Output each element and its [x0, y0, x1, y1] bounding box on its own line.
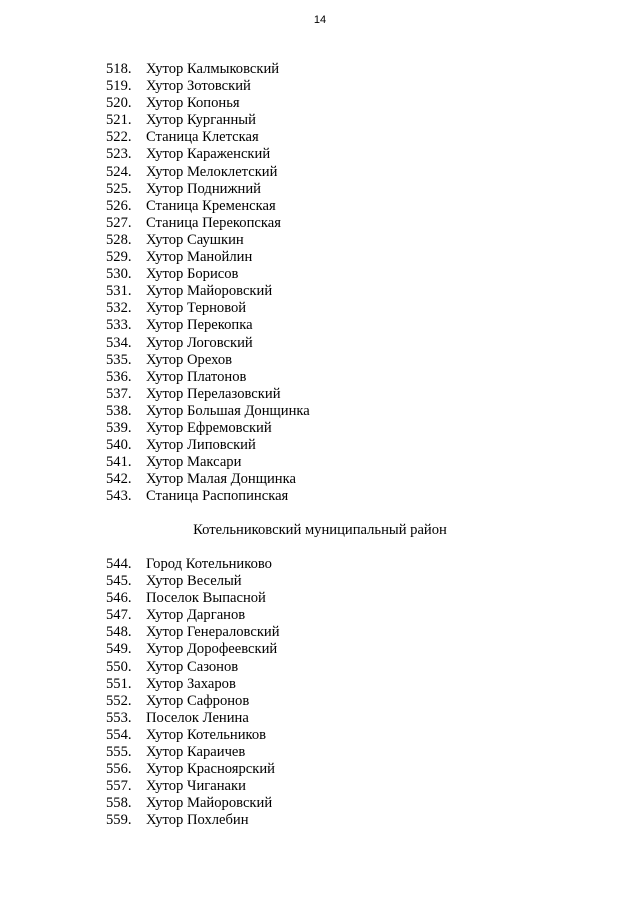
item-number: 541.: [106, 454, 132, 471]
list-item: [106, 129, 310, 146]
settlement-name: Хутор Дорофеевский: [146, 641, 278, 658]
item-number: 555.: [106, 744, 132, 761]
settlement-name: Хутор Зотовский: [146, 78, 251, 95]
settlement-name: Хутор Курганный: [146, 112, 256, 129]
item-number: 518.: [106, 61, 132, 77]
item-number: 530.: [106, 266, 132, 283]
list-item: [106, 335, 310, 352]
item-number: 558.: [106, 795, 132, 812]
item-number: 538.: [106, 402, 132, 419]
item-number: 559.: [106, 812, 132, 829]
list-item: [106, 283, 310, 300]
list-item: [106, 693, 280, 710]
settlement-name: Хутор Борисов: [146, 266, 239, 283]
list-item: [106, 112, 310, 129]
settlement-name: Хутор Орехов: [146, 351, 233, 368]
settlement-name: Город Котельниково: [146, 556, 272, 572]
settlement-name: Хутор Платонов: [146, 368, 247, 385]
list-item: [106, 198, 310, 215]
item-number: 525.: [106, 180, 132, 197]
list-item: [106, 624, 280, 641]
settlement-name: Хутор Майоровский: [146, 795, 273, 812]
list-item: [106, 61, 310, 78]
settlement-name: Хутор Караженский: [146, 146, 271, 163]
list-item: [106, 471, 310, 488]
list-item: [106, 744, 280, 761]
item-number: 529.: [106, 249, 132, 266]
list-item: [106, 249, 310, 266]
item-number: 554.: [106, 726, 132, 743]
list-item: [106, 812, 280, 829]
list-item: [106, 181, 310, 198]
list-item: [106, 300, 310, 317]
item-number: 537.: [106, 385, 132, 402]
settlement-name: Поселок Выпасной: [146, 590, 266, 607]
settlement-name: Хутор Похлебин: [146, 812, 249, 829]
settlement-name: Хутор Большая Донщинка: [146, 402, 310, 419]
settlement-name: Хутор Веселый: [146, 573, 242, 590]
item-number: 526.: [106, 197, 132, 214]
item-number: 519.: [106, 78, 132, 95]
list-item: [106, 607, 280, 624]
settlement-name: Хутор Саушкин: [146, 231, 244, 248]
list-item: [106, 641, 280, 658]
list-item: [106, 352, 310, 369]
settlement-name: Станица Распопинская: [146, 488, 289, 505]
item-number: 520.: [106, 95, 132, 112]
settlement-name: Хутор Караичев: [146, 744, 246, 761]
settlement-name: Хутор Логовский: [146, 334, 253, 351]
list-item: [106, 266, 310, 283]
item-number: 546.: [106, 590, 132, 607]
settlement-list-second: [106, 556, 280, 830]
list-item: [106, 420, 310, 437]
settlement-name: Хутор Терновой: [146, 300, 247, 317]
settlement-name: Хутор Максари: [146, 454, 242, 471]
item-number: 531.: [106, 283, 132, 300]
settlement-name: Хутор Майоровский: [146, 283, 273, 300]
list-item: [106, 590, 280, 607]
item-number: 557.: [106, 778, 132, 795]
settlement-name: Хутор Красноярский: [146, 761, 275, 778]
list-item: [106, 778, 280, 795]
item-number: 521.: [106, 112, 132, 129]
settlement-name: Хутор Перелазовский: [146, 385, 281, 402]
list-item: [106, 573, 280, 590]
item-number: 533.: [106, 317, 132, 334]
list-item: [106, 454, 310, 471]
item-number: 545.: [106, 573, 132, 590]
list-item: [106, 659, 280, 676]
settlement-name: Хутор Котельников: [146, 726, 267, 743]
item-number: 527.: [106, 214, 132, 231]
list-item: [106, 232, 310, 249]
list-item: [106, 727, 280, 744]
settlement-name: Хутор Калмыковский: [146, 61, 280, 77]
list-item: [106, 95, 310, 112]
item-number: 549.: [106, 641, 132, 658]
item-number: 524.: [106, 163, 132, 180]
list-item: [106, 710, 280, 727]
list-item: [106, 215, 310, 232]
settlement-name: Хутор Малая Донщинка: [146, 471, 296, 488]
settlement-list-first: [106, 61, 310, 505]
list-item: [106, 369, 310, 386]
list-item: [106, 676, 280, 693]
settlement-name: Хутор Перекопка: [146, 317, 253, 334]
item-number: 523.: [106, 146, 132, 163]
list-item: [106, 795, 280, 812]
item-number: 556.: [106, 761, 132, 778]
settlement-name: Хутор Копонья: [146, 95, 240, 112]
item-number: 534.: [106, 334, 132, 351]
settlement-name: Станица Кременская: [146, 197, 276, 214]
item-number: 544.: [106, 556, 132, 572]
page-number: 14: [313, 14, 327, 26]
item-number: 535.: [106, 351, 132, 368]
settlement-name: Хутор Чиганаки: [146, 778, 246, 795]
list-item: [106, 164, 310, 181]
list-item: [106, 556, 280, 573]
settlement-name: Хутор Сафронов: [146, 692, 250, 709]
settlement-name: Станица Перекопская: [146, 214, 281, 231]
item-number: 552.: [106, 692, 132, 709]
item-number: 528.: [106, 231, 132, 248]
list-item: [106, 78, 310, 95]
item-number: 539.: [106, 419, 132, 436]
settlement-name: Хутор Ефремовский: [146, 419, 272, 436]
item-number: 550.: [106, 658, 132, 675]
list-item: [106, 437, 310, 454]
item-number: 543.: [106, 488, 132, 505]
list-item: [106, 761, 280, 778]
settlement-name: Станица Клетская: [146, 129, 259, 146]
item-number: 540.: [106, 437, 132, 454]
settlement-name: Хутор Мелоклетский: [146, 163, 278, 180]
item-number: 532.: [106, 300, 132, 317]
list-item: [106, 488, 310, 505]
item-number: 542.: [106, 471, 132, 488]
settlement-name: Хутор Захаров: [146, 675, 236, 692]
settlement-name: Хутор Сазонов: [146, 658, 239, 675]
settlement-name: Хутор Липовский: [146, 437, 256, 454]
section-heading: Котельниковский муниципальный район: [193, 522, 447, 538]
item-number: 551.: [106, 675, 132, 692]
item-number: 522.: [106, 129, 132, 146]
settlement-name: Поселок Ленина: [146, 709, 249, 726]
list-item: [106, 317, 310, 334]
list-item: [106, 403, 310, 420]
settlement-name: Хутор Генераловский: [146, 624, 280, 641]
item-number: 553.: [106, 709, 132, 726]
list-item: [106, 146, 310, 163]
settlement-name: Хутор Поднижний: [146, 180, 261, 197]
item-number: 548.: [106, 624, 132, 641]
item-number: 547.: [106, 607, 132, 624]
settlement-name: Хутор Манойлин: [146, 249, 253, 266]
settlement-name: Хутор Дарганов: [146, 607, 246, 624]
item-number: 536.: [106, 368, 132, 385]
list-item: [106, 386, 310, 403]
